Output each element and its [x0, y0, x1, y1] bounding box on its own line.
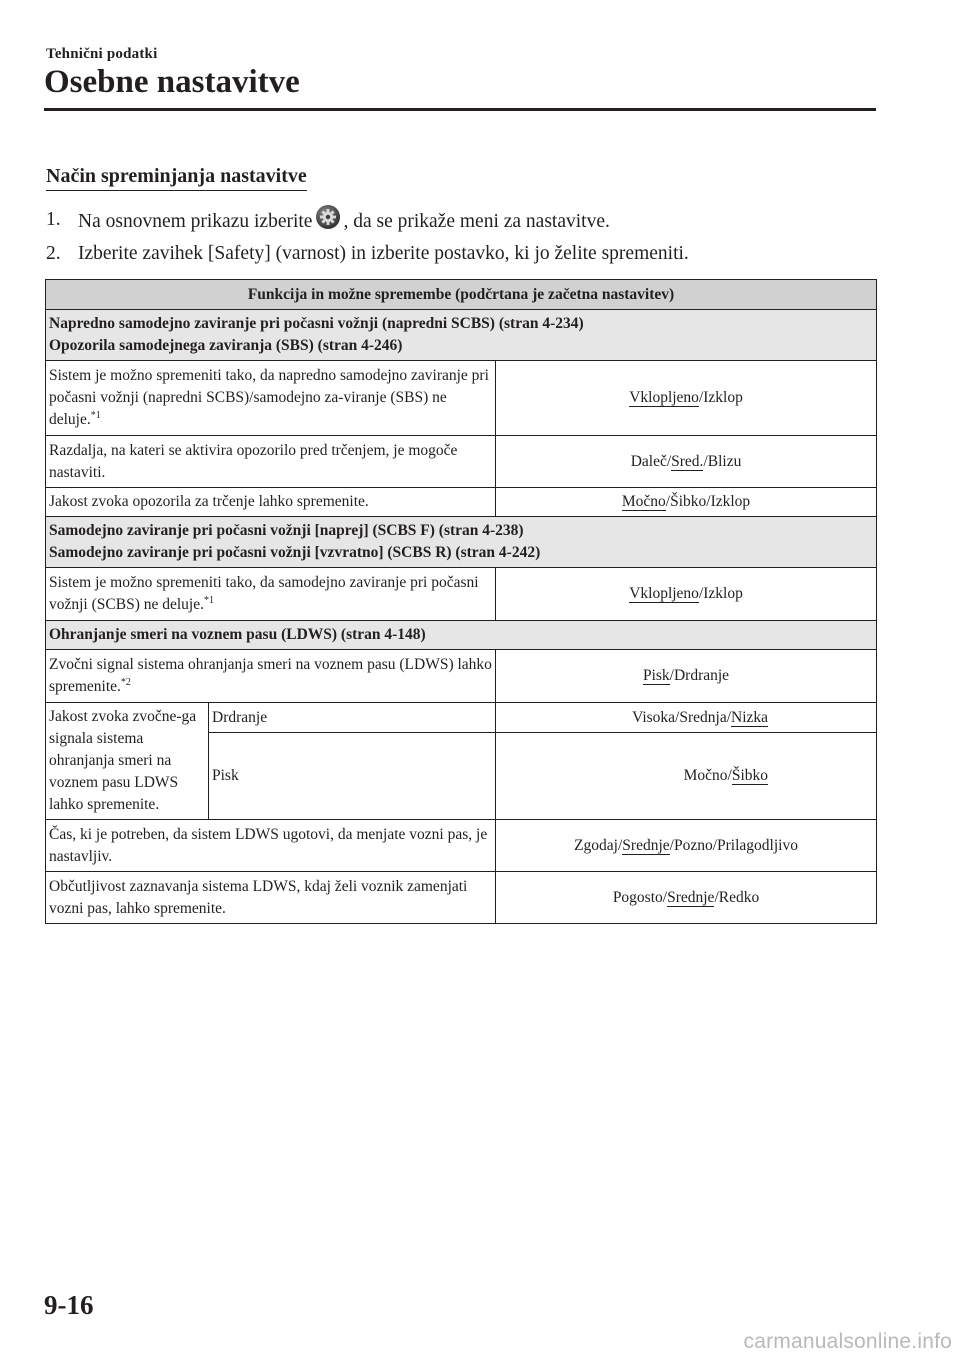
page-number: 9-16: [44, 1290, 94, 1320]
table-row-value: Zgodaj/Srednje/Pozno/Prilagodljivo: [496, 820, 877, 872]
default-value: Pisk: [642, 667, 670, 684]
table-row-value: Močno/Šibko/Izklop: [496, 488, 877, 517]
step-item: [46, 204, 689, 238]
sub-option-label: Drdranje: [209, 703, 496, 733]
table-row-desc: Sistem je možno spremeniti tako, da samodejno zaviranje pri počasni vožnji (SCBS) ne deluje.$^{*1}$: [46, 568, 496, 621]
default-value: Nizka: [731, 708, 769, 726]
default-value: Močno: [621, 493, 666, 510]
table-row-desc: Sistem je možno spremeniti tako, da napredno samodejno zaviranje pri počasni vožnji (napredni SCBS)/samodejno za-viranje (SBS) ne deluje.$^{*1}$: [46, 361, 496, 436]
step-text: Izberite zavihek [Safety] (varnost) in izberite postavko, ki jo želite spremeniti.: [78, 243, 689, 264]
step-number: 1.: [46, 209, 61, 230]
title-divider: [44, 108, 876, 111]
table-row-desc: Občutljivost zaznavanja sistema LDWS, kdaj želi voznik zamenjati vozni pas, lahko spremenite.: [46, 872, 496, 924]
table-row-desc: Jakost zvoka opozorila za trčenje lahko spremenite.: [46, 488, 496, 517]
table-row-desc: Zvočni signal sistema ohranjanja smeri na voznem pasu (LDWS) lahko spremenite.$^{*2}$: [46, 650, 496, 703]
default-value: Vklopljeno: [629, 389, 699, 406]
table-row-value: Visoka/Srednja/Nizka: [496, 703, 877, 733]
table-header: Funkcija in možne spremembe (podčrtana je začetna nastavitev): [46, 280, 877, 310]
sub-option-label: Pisk: [209, 733, 496, 820]
table-row-value: Daleč/Sred./Blizu: [496, 436, 877, 488]
table-row-value: Vklopljeno/Izklop: [496, 568, 877, 621]
default-value: Vklopljeno: [629, 585, 699, 602]
group-header-scbs-sbs: Napredno samodejno zaviranje pri počasni vožnji (napredni SCBS) (stran 4-234) Opozorila samodejnega zaviranja (SBS) (stran 4-246): [46, 310, 877, 361]
table-row-value: Pisk/Drdranje: [496, 650, 877, 703]
default-value: Srednje: [667, 888, 715, 906]
table-row-desc: Čas, ki je potreben, da sistem LDWS ugotovi, da menjate vozni pas, je nastavljiv.: [46, 820, 496, 872]
group-header-scbs-fr: Samodejno zaviranje pri počasni vožnji [naprej] (SCBS F) (stran 4-238) Samodejno zaviranje pri počasni vožnji [vzvratno] (SCBS R) (stran 4-242): [46, 517, 877, 568]
default-value: Srednje: [622, 836, 670, 854]
table-row-value: Pogosto/Srednje/Redko: [496, 872, 877, 924]
settings-gear-icon: [315, 204, 341, 230]
step-number: 2.: [46, 243, 61, 264]
default-value: Sred.: [671, 452, 704, 470]
group-header-ldws: Ohranjanje smeri na voznem pasu (LDWS) (stran 4-148): [46, 621, 877, 650]
chapter-kicker: Tehnični podatki: [46, 46, 158, 62]
table-row-desc: Jakost zvoka zvočne-ga signala sistema ohranjanja smeri na voznem pasu LDWS lahko spremenite.: [46, 703, 209, 820]
watermark: carmanualsonline.info: [743, 1330, 952, 1353]
table-row-value: Močno/Šibko: [496, 733, 877, 820]
default-value: Šibko: [731, 767, 769, 785]
section-title: Način spreminjanja nastavitve: [46, 163, 307, 191]
step-item: [46, 238, 689, 270]
table-row-value: Vklopljeno/Izklop: [496, 361, 877, 436]
step-text: Na osnovnem prikazu izberite , da se prikaže meni za nastavitve.: [78, 204, 610, 238]
table-row-desc: Razdalja, na kateri se aktivira opozorilo pred trčenjem, je mogoče nastaviti.: [46, 436, 496, 488]
instruction-steps: [46, 204, 689, 270]
settings-table: [45, 279, 877, 924]
page-title: Osebne nastavitve: [44, 64, 300, 100]
